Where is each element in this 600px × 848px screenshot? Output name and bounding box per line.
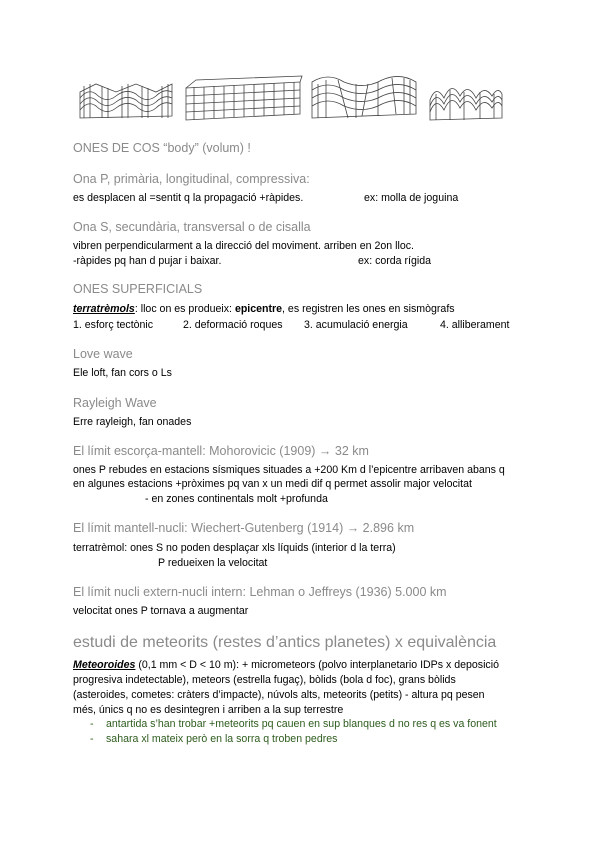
faulted-block-diagram xyxy=(308,74,420,124)
love-wave-text: Ele loft, fan cors o Ls xyxy=(73,367,172,379)
meteoroids-text-1: Meteoroides (0,1 mm < D < 10 m): + micrometeors (polvo interplanetario IDPs x deposició xyxy=(73,659,499,671)
s-wave-example: ex: corda rígida xyxy=(358,255,432,267)
folded-block-diagram-2 xyxy=(182,74,304,124)
surface-waves-heading: ONES SUPERFICIALS xyxy=(73,282,203,296)
earthquake-definition: terratrèmols: lloc on es produeix: epicentre, es registren les ones en sismògrafs xyxy=(73,303,455,315)
p-wave-example: ex: molla de joguina xyxy=(364,192,459,204)
meteoroids-text-3: (asteroides, cometes: cràters d’impacte), núvols alts, meteorits (petits) - altura pq pesen xyxy=(73,689,485,701)
s-wave-text-1: vibren perpendicularment a la direcció del moviment. arriben en 2on lloc. xyxy=(73,240,414,252)
love-wave-heading: Love wave xyxy=(73,347,133,361)
earthquake-step: 2. deformació roques xyxy=(183,319,283,331)
s-wave-text-2: -ràpides pq han d pujar i baixar. xyxy=(73,255,222,267)
folded-block-diagram-1 xyxy=(76,74,176,124)
fold-diagrams xyxy=(76,74,506,124)
gutenberg-heading: El límit mantell-nucli: Wiechert-Gutenberg (1914) → 2.896 km xyxy=(73,521,415,535)
earthquake-step: 3. acumulació energia xyxy=(304,319,408,331)
gutenberg-text-2: P redueixen la velocitat xyxy=(158,557,268,569)
meteoroids-term: Meteoroides xyxy=(73,659,136,671)
body-waves-heading: ONES DE COS “body” (volum) ! xyxy=(73,141,251,155)
lehman-text: velocitat ones P tornava a augmentar xyxy=(73,605,249,617)
rayleigh-wave-text: Erre rayleigh, fan onades xyxy=(73,416,192,428)
moho-text-3: - en zones continentals molt +profunda xyxy=(145,493,328,505)
meteoroids-text-2: progresiva indetectable), meteors (estrella fugaç), bòlids (bola d foc), grans bòlids xyxy=(73,674,456,686)
s-wave-heading: Ona S, secundària, transversal o de cisalla xyxy=(73,220,311,234)
moho-heading: El límit escorça-mantell: Mohorovicic (1909) → 32 km xyxy=(73,444,369,458)
earthquake-step: 1. esforç tectònic xyxy=(73,319,154,331)
earthquake-term: terratrèmols xyxy=(73,303,135,315)
meteorite-bullet: - sahara xl mateix però en la sorra q troben pedres xyxy=(90,733,338,745)
meteorites-heading: estudi de meteorits (restes d’antics planetes) x equivalència xyxy=(73,634,497,651)
epicentre-term: epicentre xyxy=(234,303,283,315)
moho-text-2: en algunes estacions +pròximes pq van x un medi dif q permet assolir major velocitat xyxy=(73,478,472,490)
bullet-dash-icon: - xyxy=(90,718,94,730)
moho-text-1: ones P rebudes en estacions sísmiques situades a +200 Km d l’epicentre arribaven abans q xyxy=(73,464,505,476)
meteorite-bullet: - antartida s’han trobar +meteorits pq cauen en sup blanques d no res q es va fonent xyxy=(90,718,497,730)
earthquake-step: 4. alliberament xyxy=(440,319,510,331)
rayleigh-wave-heading: Rayleigh Wave xyxy=(73,396,157,410)
lehman-heading: El límit nucli extern-nucli intern: Lehman o Jeffreys (1936) 5.000 km xyxy=(73,585,447,599)
meteoroids-text-4: més, únics q no es desintegren i arriben a la sup terrestre xyxy=(73,704,344,716)
gutenberg-text-1: terratrèmol: ones S no poden desplaçar xls líquids (interior d la terra) xyxy=(73,542,396,554)
folded-block-diagram-3 xyxy=(426,74,506,124)
p-wave-heading: Ona P, primària, longitudinal, compressiva: xyxy=(73,172,310,186)
p-wave-text: es desplacen al =sentit q la propagació +ràpides. xyxy=(73,192,304,204)
bullet-dash-icon: - xyxy=(90,733,94,745)
